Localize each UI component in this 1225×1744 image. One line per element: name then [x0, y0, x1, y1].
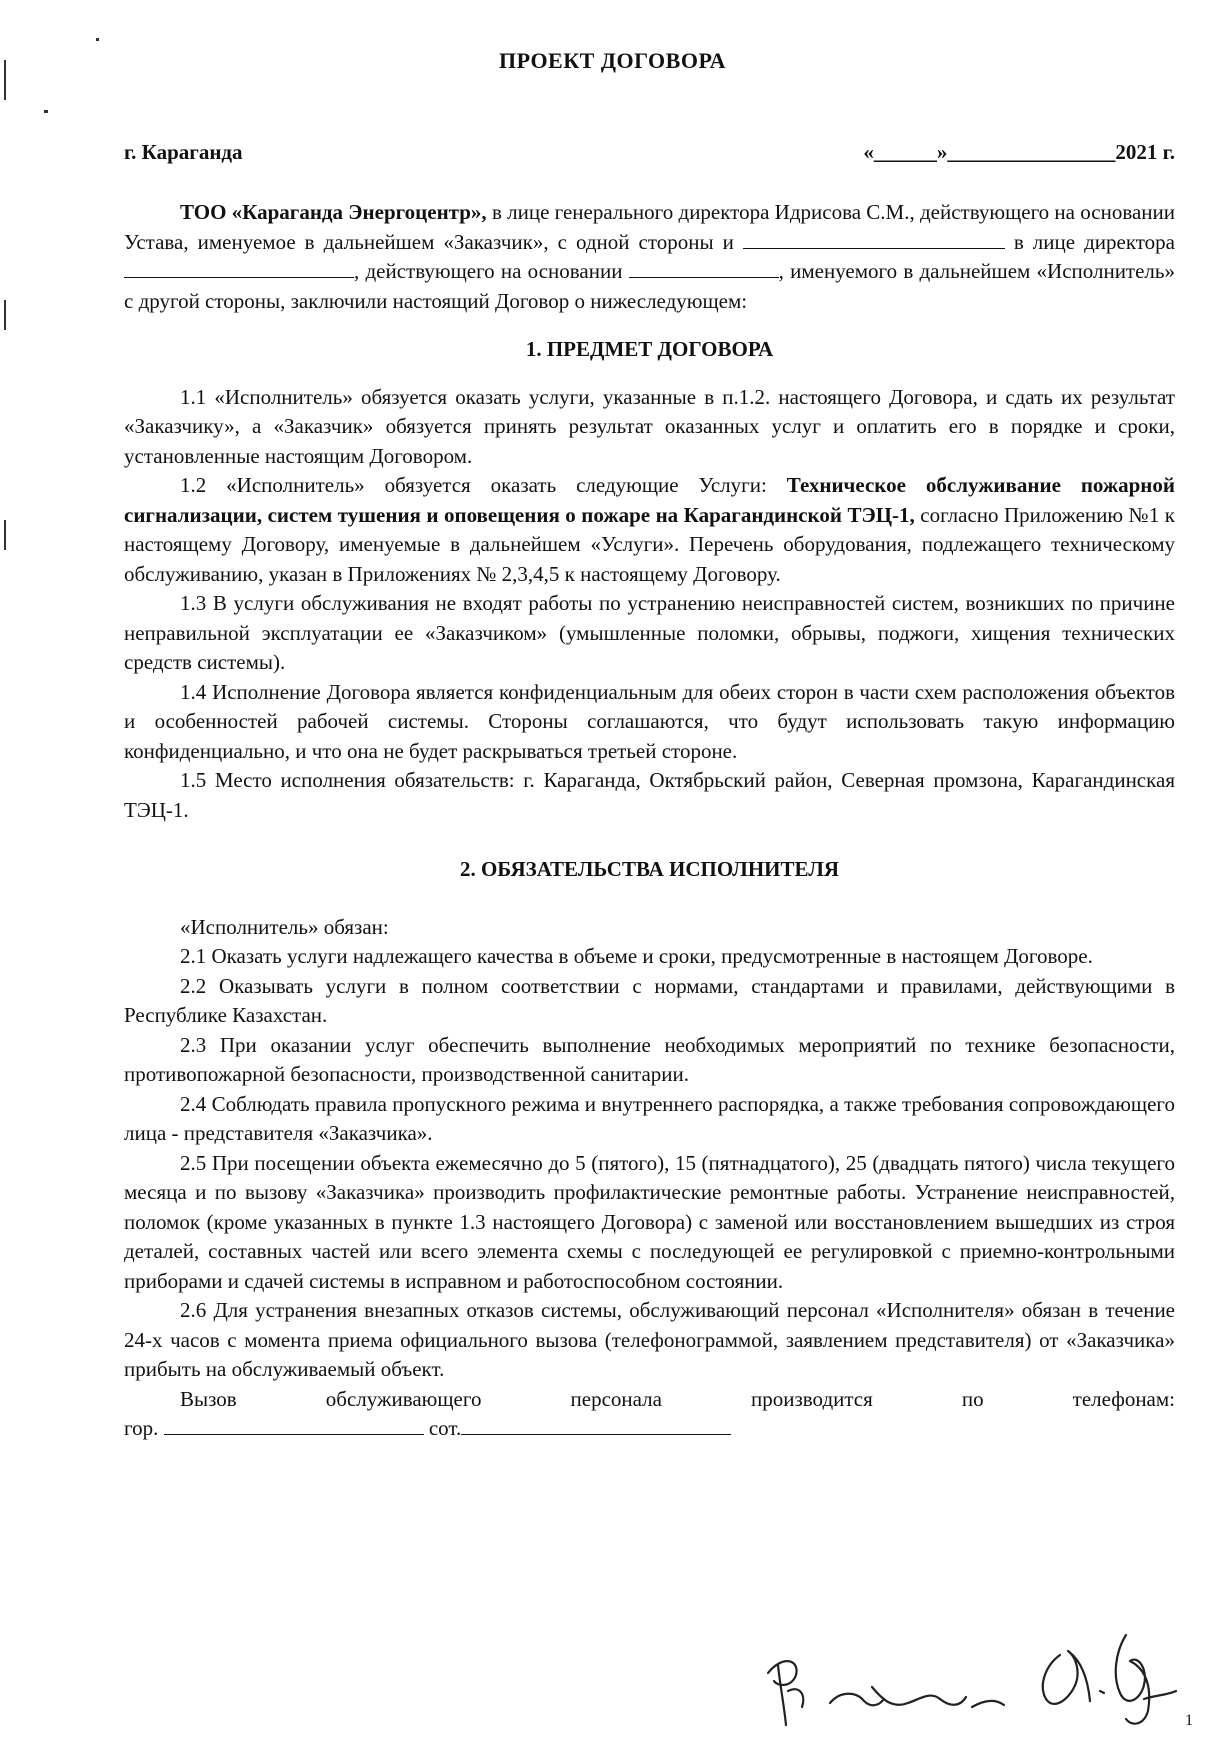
document-body [124, 198, 1175, 1444]
scan-mark [4, 60, 6, 100]
call-line: Вызов обслуживающего персонала производится по телефонам: [180, 1386, 1175, 1411]
clause-2-3: 2.3 При оказании услуг обеспечить выполнение необходимых мероприятий по технике безопасности, противопожарной безопасности, производственной санитарии. [124, 1032, 1175, 1086]
blank-contractor-name [743, 228, 1005, 249]
clause-1-2: 1.2 «Исполнитель» обязуется оказать следующие Услуги: Техническое обслуживание пожарной сигнализации, систем тушения и оповещения о пожаре на Карагандинской ТЭЦ-1, согласно Приложению №1 к настоящему Договору, именуемые в дальнейшем «Услуги». Перечень оборудования, подлежащего техническому обслуживанию, указан в Приложениях № 2,3,4,5 к настоящему Договору. [124, 473, 1176, 586]
clause-2-5: 2.5 При посещении объекта ежемесячно до 5 (пятого), 15 (пятнадцатого), 25 (двадцать пятого) числа текущего месяца и по вызову «Заказчика» производить профилактические ремонтные работы. Устранение неисправностей, поломок (кроме указанных в пункте 1.3 настоящего Договора) с заменой или восстановлением вышедших из строя деталей, составных частей или всего элемента схемы с последующей ее регулировкой с приемно-контрольными приборами и сдачей системы в исправном и работоспособном состоянии. [124, 1150, 1175, 1293]
clause-2-1: 2.1 Оказать услуги надлежащего качества в объеме и сроки, предусмотренные в настоящем Договоре. [180, 944, 1093, 968]
blank-basis [629, 257, 779, 278]
scan-speck [44, 110, 48, 113]
section-1-heading: 1. ПРЕДМЕТ ДОГОВОРА [525, 337, 774, 361]
section-2-heading: 2. ОБЯЗАТЕЛЬСТВА ИСПОЛНИТЕЛЯ [459, 857, 840, 881]
blank-director-name [124, 257, 354, 278]
intro-paragraph: ТОО «Караганда Энергоцентр», в лице генерального директора Идрисова С.М., действующего на основании Устава, именуемое в дальнейшем «Заказчик», с одной стороны и в лице директора , действующего на основании , именуемого в дальнейшем «Исполнитель» с другой стороны, заключили настоящий Договор о нижеследующем: [124, 200, 1176, 313]
blank-mobile-phone [461, 1414, 731, 1435]
handwritten-signatures [760, 1595, 1180, 1735]
document-title: ПРОЕКТ ДОГОВОРА [499, 48, 726, 73]
clause-1-5: 1.5 Место исполнения обязательств: г. Караганда, Октябрьский район, Северная промзона, Карагандинская ТЭЦ-1. [124, 768, 1175, 822]
date: «______»________________2021 г. [863, 140, 1175, 164]
clause-1-3: 1.3 В услуги обслуживания не входят работы по устранению неисправностей систем, возникших по причине неправильной эксплуатации ее «Заказчиком» (умышленные поломки, обрывы, поджоги, хищения технических средств системы). [124, 591, 1175, 674]
service-name: Техническое обслуживание пожарной сигнализации, систем тушения и оповещения о пожаре на Карагандинской ТЭЦ-1, [124, 473, 1175, 527]
page-number: 1 [1185, 1712, 1193, 1729]
clause-1-4: 1.4 Исполнение Договора является конфиденциальным для обеих сторон в части схем расположения объектов и особенностей рабочей системы. Стороны соглашаются, что будут использовать такую информацию конфиденциально, и что она не будет раскрываться третьей стороне. [124, 679, 1175, 763]
city: г. Караганда [124, 140, 243, 164]
scan-mark [4, 300, 6, 330]
clause-2-4: 2.4 Соблюдать правила пропускного режима и внутреннего распорядка, а также требования сопровождающего лица - представителя «Заказчика». [124, 1091, 1175, 1145]
blank-city-phone [164, 1414, 424, 1435]
section-2-lead: «Исполнитель» обязан: [180, 914, 389, 939]
customer-org: ТОО «Караганда Энергоцентр», [180, 200, 487, 224]
scan-speck [96, 38, 99, 41]
clause-1-1: 1.1 «Исполнитель» обязуется оказать услуги, указанные в п.1.2. настоящего Договора, и сдать их результат «Заказчику», а «Заказчик» обязуется принять результат оказанных услуг и оплатить его в порядке и сроки, установленные настоящим Договором. [124, 384, 1175, 468]
clause-2-2: 2.2 Оказывать услуги в полном соответствии с нормами, стандартами и правилами, действующими в Республике Казахстан. [124, 973, 1175, 1027]
dateline [124, 140, 1175, 165]
scan-mark [4, 520, 6, 550]
clause-2-6: 2.6 Для устранения внезапных отказов системы, обслуживающий персонал «Исполнителя» обязан в течение 24-х часов с момента приема официального вызова (телефонограммой, заявлением представителя) от «Заказчика» прибыть на обслуживаемый объект. [124, 1298, 1175, 1381]
phone-line: гор. сот. [124, 1414, 1175, 1444]
